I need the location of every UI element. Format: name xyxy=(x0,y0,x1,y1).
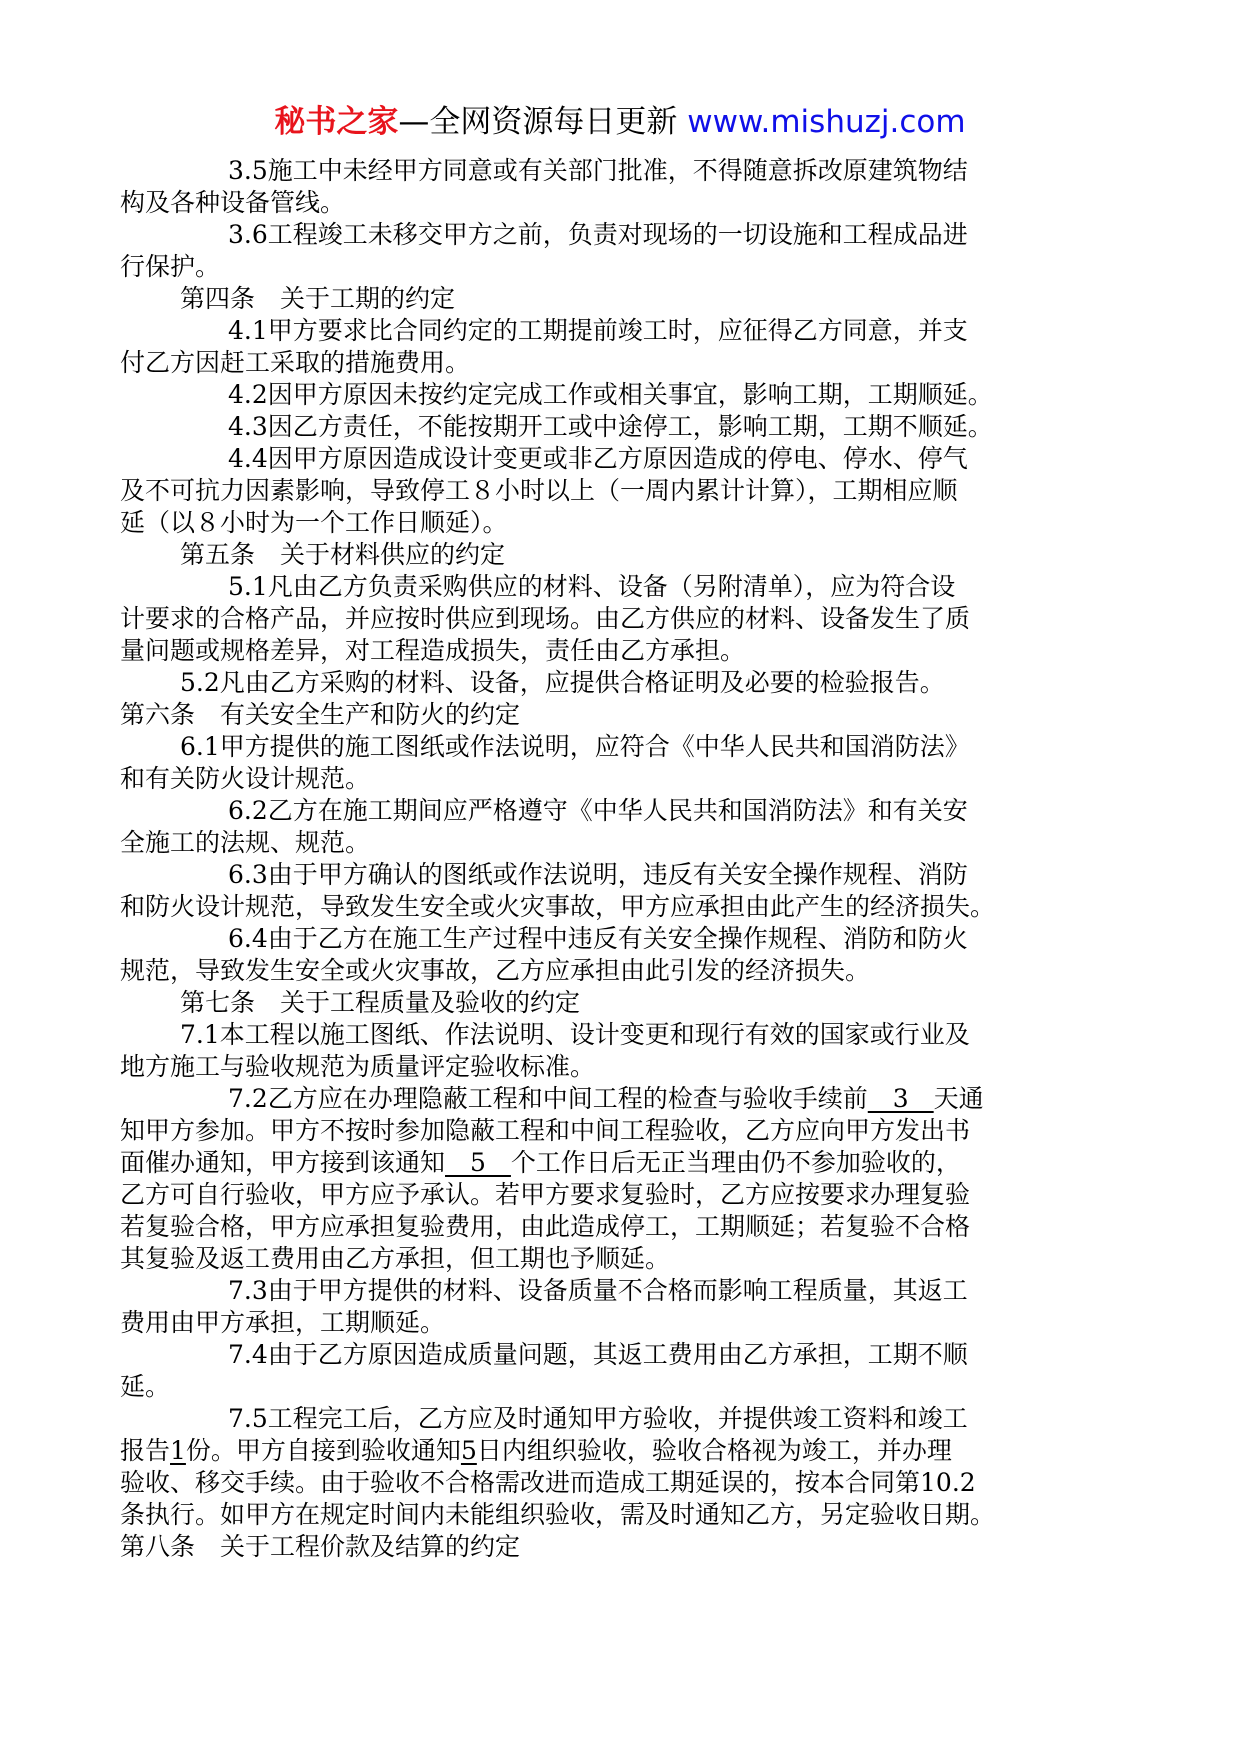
text-line: 构及各种设备管线。 xyxy=(120,188,346,217)
text-line xyxy=(120,1435,1120,1467)
underlined-days-value: 5 xyxy=(445,1148,511,1177)
text-segment: 报告 xyxy=(120,1436,171,1465)
text-segment: 天通 xyxy=(933,1084,984,1113)
underlined-days-value: 3 xyxy=(867,1084,934,1113)
article-heading: 第七条 关于工程质量及验收的约定 xyxy=(180,988,581,1017)
text-line: 6.2乙方在施工期间应严格遵守《中华人民共和国消防法》和有关安 xyxy=(228,796,968,825)
text-line: 量问题或规格差异，对工程造成损失，责任由乙方承担。 xyxy=(120,636,746,665)
text-line: 其复验及返工费用由乙方承担，但工期也予顺延。 xyxy=(120,1244,671,1273)
text-line: 延（以８小时为一个工作日顺延）。 xyxy=(120,508,508,537)
text-segment: 份。甲方自接到验收通知 xyxy=(185,1436,461,1465)
text-line: 4.2因甲方原因未按约定完成工作或相关事宜，影响工期，工期顺延。 xyxy=(228,380,993,409)
text-segment: 7.2乙方应在办理隐蔽工程和中间工程的检查与验收手续前 xyxy=(228,1084,868,1113)
text-line: 费用由甲方承担，工期顺延。 xyxy=(120,1308,446,1337)
text-line: 7.4由于乙方原因造成质量问题，其返工费用由乙方承担，工期不顺 xyxy=(228,1340,968,1369)
text-line: 付乙方因赶工采取的措施费用。 xyxy=(120,348,471,377)
text-segment: 日内组织验收，验收合格视为竣工，并办理 xyxy=(476,1436,952,1465)
text-line: 条执行。如甲方在规定时间内未能组织验收，需及时通知乙方，另定验收日期。 xyxy=(120,1500,996,1529)
text-line: 7.1本工程以施工图纸、作法说明、设计变更和现行有效的国家或行业及 xyxy=(180,1020,970,1049)
text-line: 4.1甲方要求比合同约定的工期提前竣工时，应征得乙方同意，并支 xyxy=(228,316,968,345)
text-line: 地方施工与验收规范为质量评定验收标准。 xyxy=(120,1052,596,1081)
article-heading: 第四条 关于工期的约定 xyxy=(180,284,456,313)
text-line: 4.3因乙方责任，不能按期开工或中途停工，影响工期，工期不顺延。 xyxy=(228,412,993,441)
text-line: 7.3由于甲方提供的材料、设备质量不合格而影响工程质量，其返工 xyxy=(228,1276,968,1305)
text-line: 验收、移交手续。由于验收不合格需改进而造成工期延误的，按本合同第10.2 xyxy=(120,1468,976,1497)
text-line xyxy=(120,1147,1120,1179)
text-line: 和防火设计规范，导致发生安全或火灾事故，甲方应承担由此产生的经济损失。 xyxy=(120,892,996,921)
text-line xyxy=(120,1083,1120,1115)
text-line: 4.4因甲方原因造成设计变更或非乙方原因造成的停电、停水、停气 xyxy=(228,444,968,473)
site-header xyxy=(0,100,1240,144)
text-line: 及不可抗力因素影响，导致停工８小时以上（一周内累计计算），工期相应顺 xyxy=(120,476,958,505)
text-line: 知甲方参加。甲方不按时参加隐蔽工程和中间工程验收，乙方应向甲方发出书 xyxy=(120,1116,971,1145)
header-url[interactable]: www.mishuzj.com xyxy=(687,104,966,140)
header-brand: 秘书之家 xyxy=(274,104,399,140)
text-segment: 面催办通知，甲方接到该通知 xyxy=(120,1148,446,1177)
article-heading: 第五条 关于材料供应的约定 xyxy=(180,540,506,569)
text-line: 计要求的合格产品，并应按时供应到现场。由乙方供应的材料、设备发生了质 xyxy=(120,604,971,633)
text-line: 全施工的法规、规范。 xyxy=(120,828,371,857)
text-line: 行保护。 xyxy=(120,252,221,281)
text-line: 延。 xyxy=(120,1372,171,1401)
text-segment: 个工作日后无正当理由仍不参加验收的， xyxy=(510,1148,961,1177)
text-line: 和有关防火设计规范。 xyxy=(120,764,371,793)
article-heading: 第六条 有关安全生产和防火的约定 xyxy=(120,700,521,729)
text-line: 规范，导致发生安全或火灾事故，乙方应承担由此引发的经济损失。 xyxy=(120,956,871,985)
header-tagline: —全网资源每日更新 xyxy=(398,104,678,140)
text-line: 6.1甲方提供的施工图纸或作法说明，应符合《中华人民共和国消防法》 xyxy=(180,732,970,761)
text-line: 7.5工程完工后，乙方应及时通知甲方验收，并提供竣工资料和竣工 xyxy=(228,1404,968,1433)
article-heading: 第八条 关于工程价款及结算的约定 xyxy=(120,1532,521,1561)
contract-text xyxy=(120,155,1120,1563)
text-line: 乙方可自行验收，甲方应予承认。若甲方要求复验时，乙方应按要求办理复验 xyxy=(120,1180,971,1209)
text-line: 5.1凡由乙方负责采购供应的材料、设备（另附清单），应为符合设 xyxy=(228,572,956,601)
underlined-days-value: 5 xyxy=(460,1436,477,1465)
underlined-copies-value: 1 xyxy=(170,1436,186,1465)
text-line: 6.3由于甲方确认的图纸或作法说明，违反有关安全操作规程、消防 xyxy=(228,860,968,889)
text-line: 5.2凡由乙方采购的材料、设备，应提供合格证明及必要的检验报告。 xyxy=(180,668,945,697)
text-line: 6.4由于乙方在施工生产过程中违反有关安全操作规程、消防和防火 xyxy=(228,924,968,953)
text-line: 若复验合格，甲方应承担复验费用，由此造成停工，工期顺延；若复验不合格 xyxy=(120,1212,971,1241)
text-line: 3.5施工中未经甲方同意或有关部门批准，不得随意拆改原建筑物结 xyxy=(228,156,968,185)
text-line: 3.6工程竣工未移交甲方之前，负责对现场的一切设施和工程成品进 xyxy=(228,220,968,249)
